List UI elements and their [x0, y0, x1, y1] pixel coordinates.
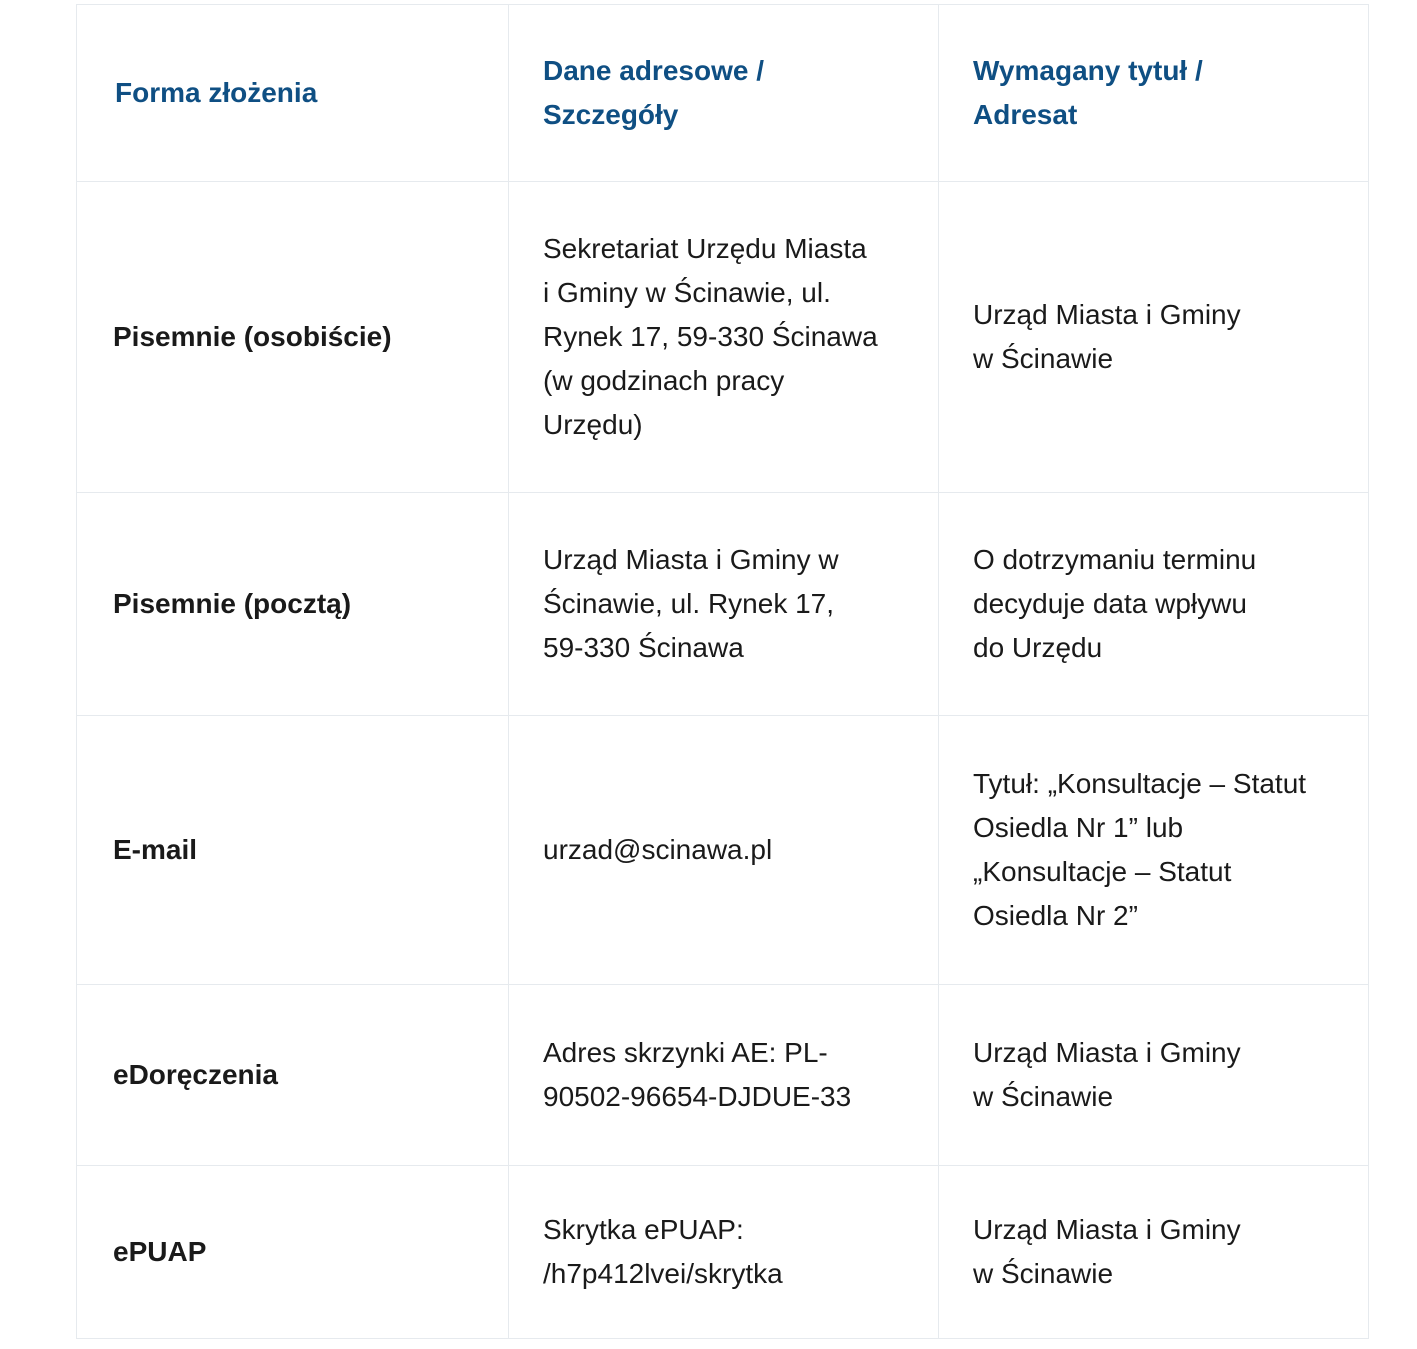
- form-cell: [77, 716, 509, 985]
- recipient-line: w Ścinawie: [973, 1258, 1114, 1289]
- details-line: 59-330 Ścinawa: [543, 632, 744, 663]
- table-row: [77, 182, 1369, 493]
- recipient-cell: [939, 716, 1369, 985]
- header-details-line-2: Szczegóły: [543, 99, 679, 130]
- details-line: Skrytka ePUAP:: [543, 1214, 744, 1245]
- recipient-line: Tytuł: „Konsultacje – Statut: [973, 768, 1307, 799]
- submission-methods-table: [76, 4, 1369, 1339]
- recipient-cell: [939, 493, 1369, 716]
- table-row: [77, 493, 1369, 716]
- form-cell: [77, 985, 509, 1166]
- form-cell: [77, 182, 509, 493]
- recipient-line: decyduje data wpływu: [973, 588, 1247, 619]
- details-line: 90502-96654-DJDUE-33: [543, 1081, 852, 1112]
- form-label: eDoręczenia: [113, 1059, 278, 1090]
- details-cell: [509, 985, 939, 1166]
- form-cell: [77, 493, 509, 716]
- recipient-cell: [939, 985, 1369, 1166]
- email-address-link[interactable]: urzad@scinawa.pl: [543, 834, 773, 865]
- recipient-line: Osiedla Nr 1” lub: [973, 812, 1184, 843]
- details-cell: [509, 1166, 939, 1339]
- form-label: ePUAP: [113, 1236, 207, 1267]
- form-cell: [77, 1166, 509, 1339]
- details-line: i Gminy w Ścinawie, ul.: [543, 277, 831, 308]
- recipient-line: w Ścinawie: [973, 1081, 1114, 1112]
- recipient-cell: [939, 182, 1369, 493]
- header-details: [509, 5, 939, 182]
- header-form: [77, 5, 509, 182]
- table-row: [77, 1166, 1369, 1339]
- header-details-line-1: Dane adresowe /: [543, 55, 764, 86]
- header-recipient-line-1: Wymagany tytuł /: [973, 55, 1203, 86]
- table-header-row: [77, 5, 1369, 182]
- header-form-label: Forma złożenia: [115, 77, 318, 108]
- details-cell: [509, 182, 939, 493]
- details-cell: [509, 716, 939, 985]
- details-line: Rynek 17, 59-330 Ścinawa: [543, 321, 878, 352]
- recipient-cell: [939, 1166, 1369, 1339]
- details-line: Ścinawie, ul. Rynek 17,: [543, 588, 835, 619]
- recipient-line: Osiedla Nr 2”: [973, 900, 1138, 931]
- details-cell: [509, 493, 939, 716]
- recipient-line: Urząd Miasta i Gminy: [973, 1214, 1241, 1245]
- recipient-line: do Urzędu: [973, 632, 1103, 663]
- form-label: Pisemnie (osobiście): [113, 321, 392, 352]
- form-label: Pisemnie (pocztą): [113, 588, 352, 619]
- details-line: Sekretariat Urzędu Miasta: [543, 233, 867, 264]
- header-recipient-line-2: Adresat: [973, 99, 1078, 130]
- details-line: (w godzinach pracy: [543, 365, 785, 396]
- table-row: [77, 985, 1369, 1166]
- recipient-line: Urząd Miasta i Gminy: [973, 1037, 1241, 1068]
- header-recipient: [939, 5, 1369, 182]
- details-line: Urząd Miasta i Gminy w: [543, 544, 839, 575]
- recipient-line: Urząd Miasta i Gminy: [973, 299, 1241, 330]
- details-line: /h7p412lvei/skrytka: [543, 1258, 783, 1289]
- form-label: E-mail: [113, 834, 198, 865]
- table-row: [77, 716, 1369, 985]
- recipient-line: O dotrzymaniu terminu: [973, 544, 1257, 575]
- details-line: Adres skrzynki AE: PL-: [543, 1037, 828, 1068]
- recipient-line: w Ścinawie: [973, 343, 1114, 374]
- recipient-line: „Konsultacje – Statut: [973, 856, 1232, 887]
- details-line: Urzędu): [543, 409, 643, 440]
